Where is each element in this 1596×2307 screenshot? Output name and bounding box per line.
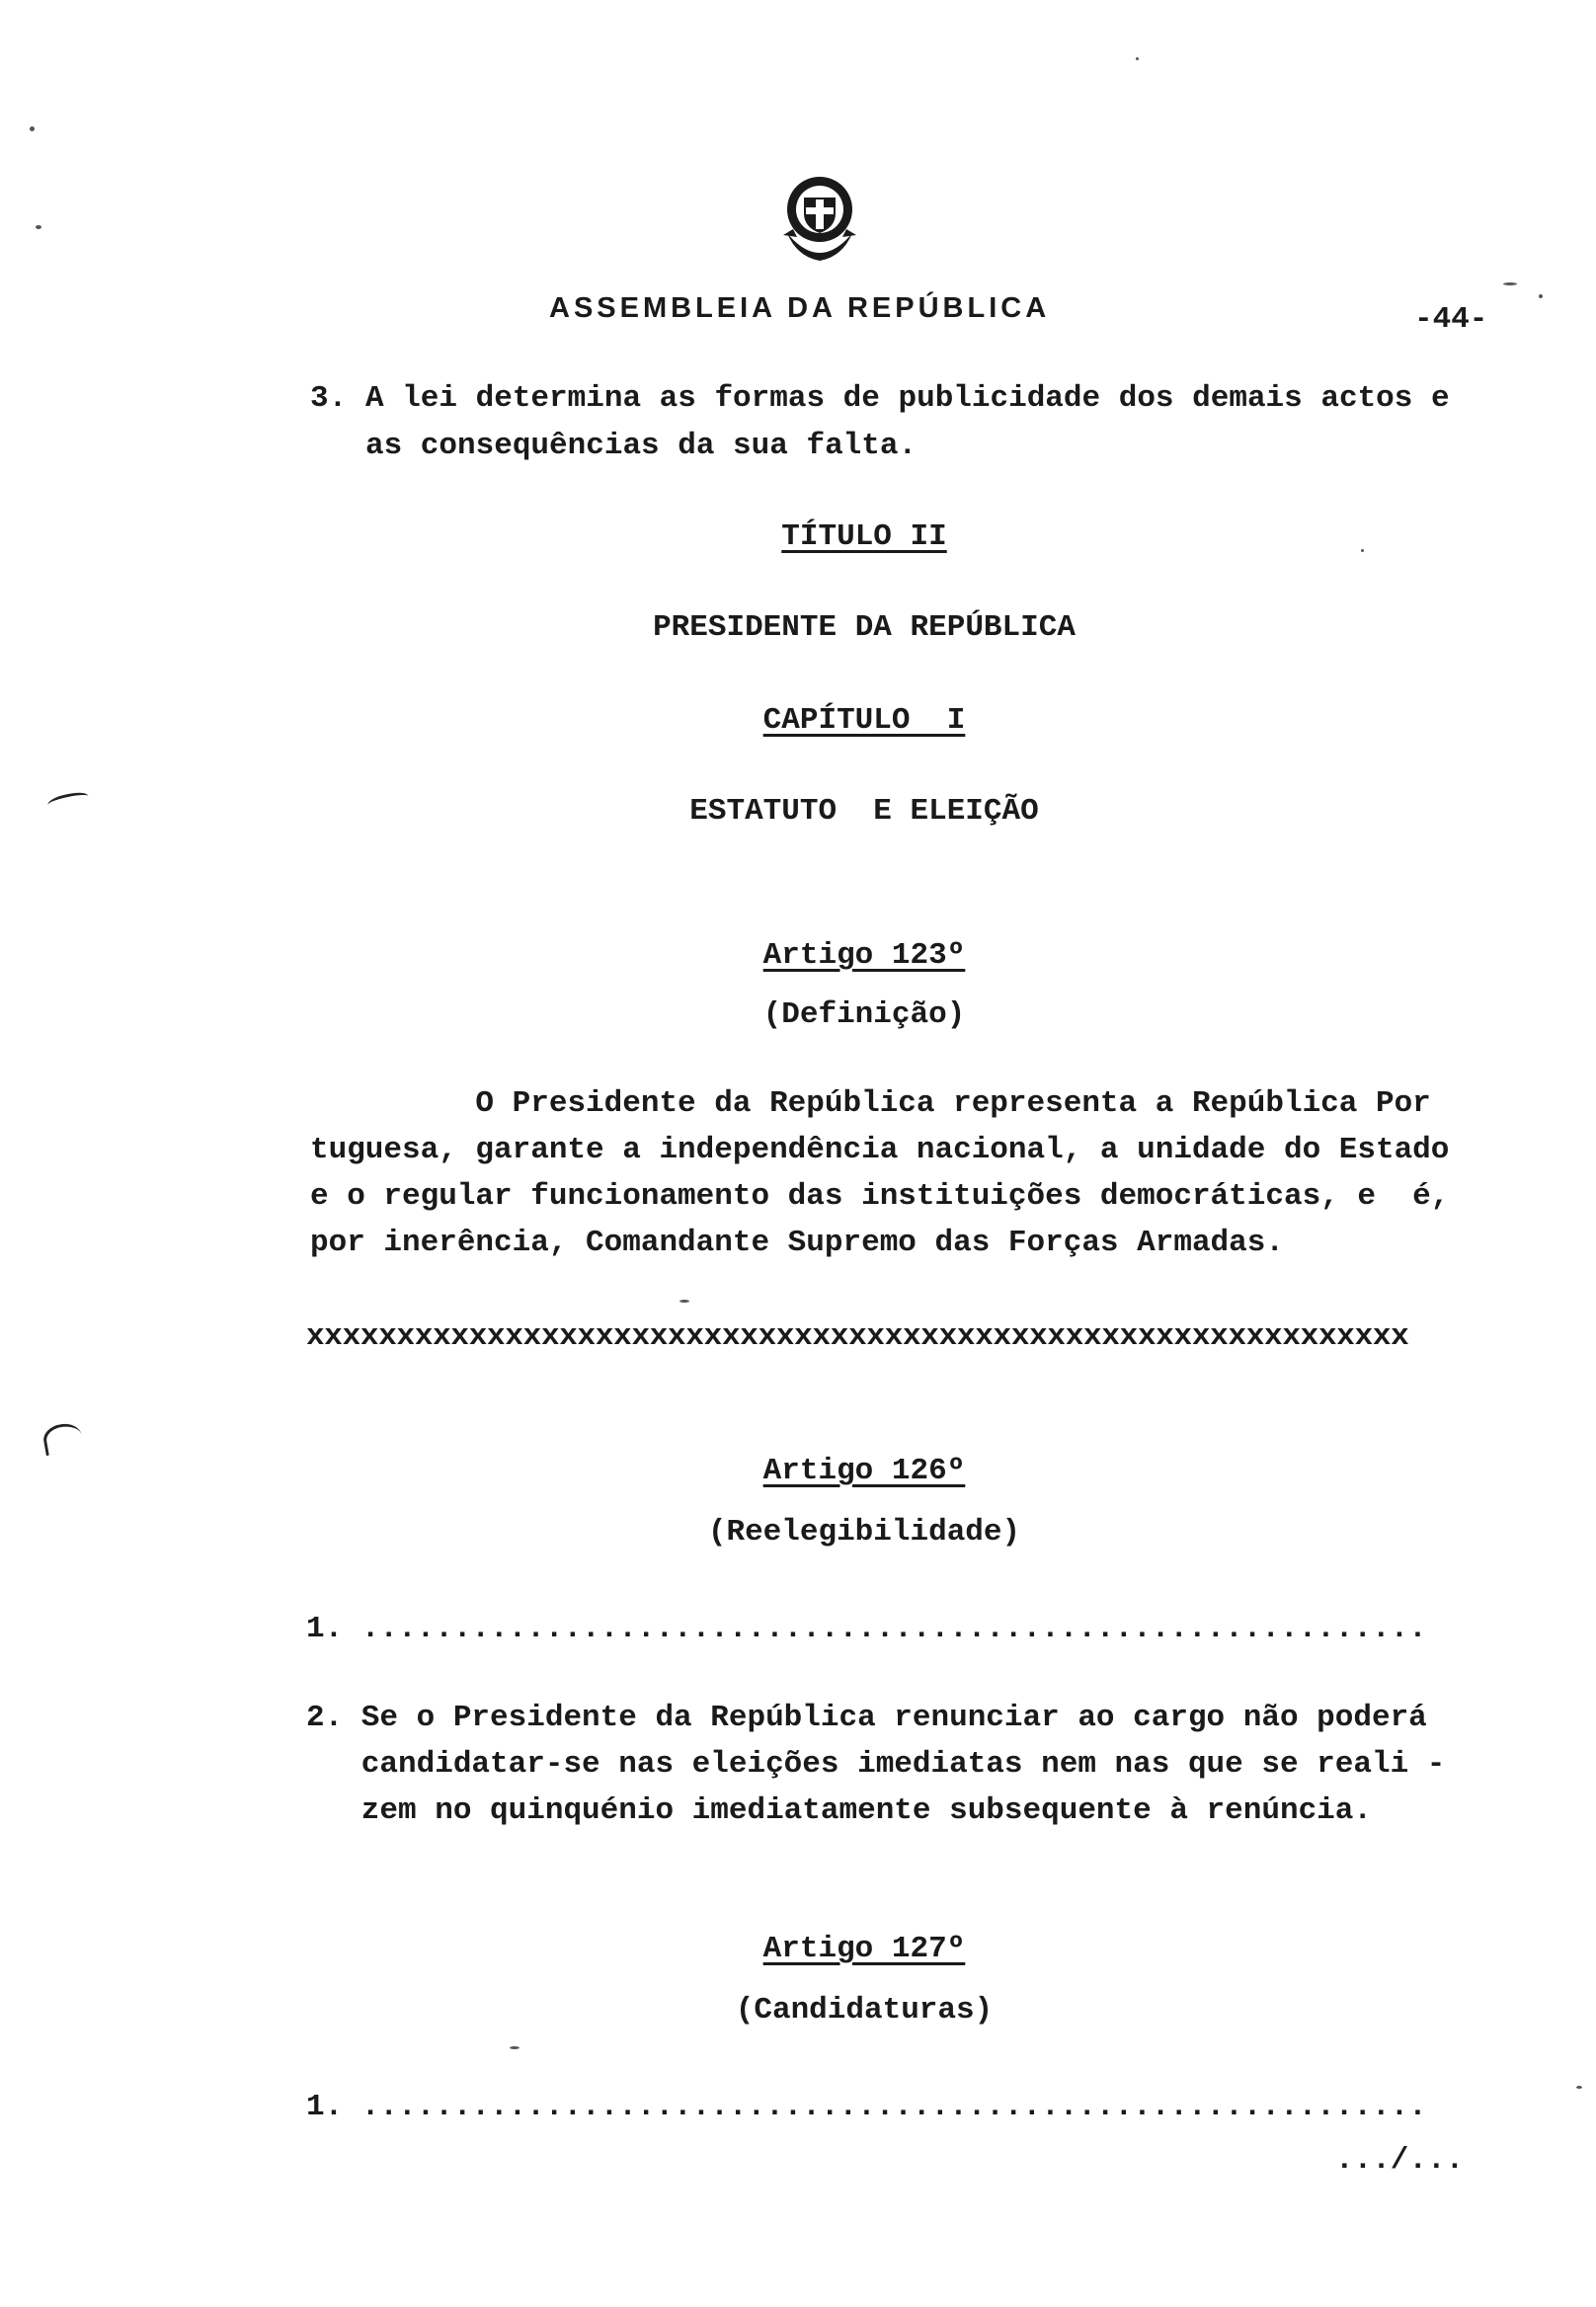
chapter-name: ESTATUTO E ELEIÇÃO (689, 794, 1039, 829)
title-name: PRESIDENTE DA REPÚBLICA (653, 610, 1076, 645)
scan-speck (36, 225, 41, 229)
page-number: -44- (1414, 302, 1488, 337)
scan-speck (510, 2046, 519, 2049)
prev-item-line-2: as consequências da sua falta. (365, 429, 918, 463)
scan-speck (1539, 294, 1543, 298)
article-126-item-2-line-2: candidatar-se nas eleições imediatas nem nas que se reali - (306, 1747, 1446, 1782)
separator-line: xxxxxxxxxxxxxxxxxxxxxxxxxxxxxxxxxxxxxxxxxxxxxxxxxxxxxxxxxxxxx (306, 1319, 1409, 1354)
article-126-item-2-line-3: zem no quinquénio imediatamente subsequente à renúncia. (306, 1793, 1372, 1828)
prev-item-number: 3. (310, 381, 348, 416)
prev-item-line-1: A lei determina as formas de publicidade dos demais actos e (365, 381, 1450, 416)
scan-speck (679, 1300, 689, 1303)
article-123-subtitle: (Definição) (762, 997, 966, 1032)
article-126-heading: Artigo 126º (762, 1454, 966, 1488)
article-123-line-1: O Presidente da República representa a República Por (310, 1086, 1431, 1121)
article-123-heading: Artigo 123º (762, 938, 966, 973)
article-126-item-2-line-1: 2. Se o Presidente da República renunciar ao cargo não poderá (306, 1701, 1427, 1735)
scan-speck (1136, 57, 1139, 60)
institution-header: ASSEMBLEIA DA REPÚBLICA (549, 292, 1051, 324)
scan-speck (1503, 282, 1517, 285)
scan-speck (1576, 2086, 1582, 2089)
continuation-marker: .../... (1335, 2143, 1465, 2178)
title-label: TÍTULO II (781, 519, 947, 554)
article-123-line-2: tuguesa, garante a independência nacional, a unidade do Estado (310, 1133, 1450, 1167)
article-123-line-4: por inerência, Comandante Supremo das Forças Armadas. (310, 1226, 1284, 1260)
scan-speck (30, 126, 35, 131)
article-123-line-3: e o regular funcionamento das instituições democráticas, e é, (310, 1179, 1450, 1214)
article-127-heading: Artigo 127º (762, 1932, 966, 1966)
article-127-subtitle: (Candidaturas) (735, 1993, 994, 2028)
article-126-subtitle: (Reelegibilidade) (707, 1515, 1021, 1550)
coat-of-arms-icon (775, 174, 864, 269)
article-127-item-1: 1. .......................................................... (306, 2090, 1427, 2124)
chapter-label: CAPÍTULO I (762, 703, 966, 738)
scan-speck (1361, 549, 1364, 552)
article-126-item-1: 1. .......................................................... (306, 1612, 1427, 1646)
